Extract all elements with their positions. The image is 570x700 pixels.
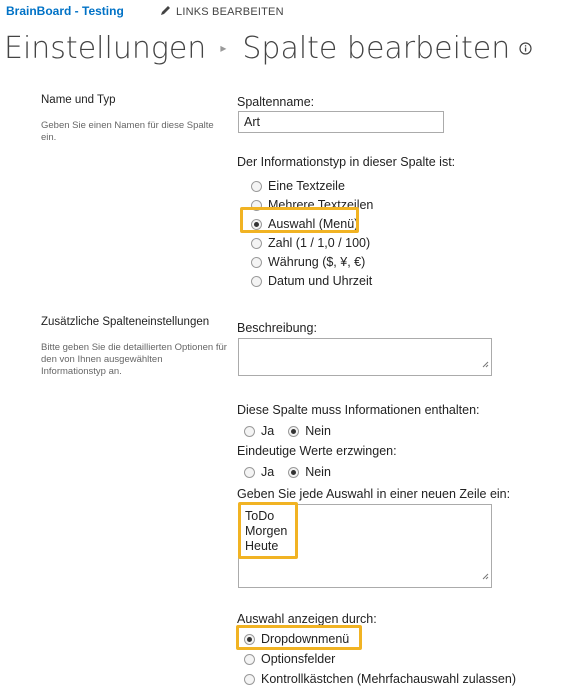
description-textarea[interactable]	[238, 338, 492, 376]
radio-icon[interactable]	[244, 467, 255, 478]
type-option-multi-line[interactable]	[251, 196, 373, 214]
pencil-icon	[160, 5, 171, 19]
choice-item: Heute	[245, 539, 279, 553]
info-icon[interactable]	[519, 42, 532, 60]
edit-links-button[interactable]	[160, 5, 284, 19]
type-options	[251, 177, 373, 290]
unique-option-no[interactable]	[288, 463, 331, 481]
choices-textarea[interactable]	[238, 504, 492, 588]
column-name-input[interactable]	[238, 111, 444, 133]
choice-item: ToDo	[245, 509, 275, 523]
type-option-label: Auswahl (Menü)	[268, 217, 359, 231]
display-option-radio-buttons[interactable]	[244, 650, 516, 668]
required-option-no[interactable]	[288, 422, 331, 440]
type-option-currency[interactable]	[251, 253, 373, 271]
section-description-additional: Bitte geben Sie die detaillierten Optionen für den von Ihnen ausgewählten Informationstyp an.	[41, 342, 227, 377]
display-option-dropdown[interactable]	[244, 630, 516, 648]
type-label: Der Informationstyp in dieser Spalte ist:	[237, 155, 456, 169]
radio-icon[interactable]	[251, 181, 262, 192]
radio-checked-icon[interactable]	[288, 467, 299, 478]
resize-grip-icon[interactable]	[482, 567, 489, 585]
type-option-choice[interactable]	[251, 215, 373, 233]
type-option-label: Zahl (1 / 1,0 / 100)	[268, 236, 371, 250]
type-option-label: Währung ($, ¥, €)	[268, 255, 366, 269]
radio-icon[interactable]	[244, 674, 255, 685]
page-title-row	[4, 26, 532, 70]
display-label: Auswahl anzeigen durch:	[237, 612, 377, 626]
choices-label: Geben Sie jede Auswahl in einer neuen Zeile ein:	[237, 487, 511, 501]
resize-grip-icon[interactable]	[482, 355, 489, 373]
radio-checked-icon[interactable]	[244, 634, 255, 645]
type-option-datetime[interactable]	[251, 272, 373, 290]
page-title: Spalte bearbeiten	[242, 30, 511, 66]
type-option-label: Datum und Uhrzeit	[268, 274, 373, 288]
display-option-checkboxes[interactable]	[244, 670, 516, 688]
site-title-link[interactable]: BrainBoard - Testing	[6, 4, 124, 18]
display-option-label: Optionsfelder	[261, 652, 336, 666]
breadcrumb-settings[interactable]: Einstellungen	[4, 30, 207, 66]
radio-icon[interactable]	[251, 238, 262, 249]
radio-icon[interactable]	[244, 426, 255, 437]
type-option-label: Eine Textzeile	[268, 179, 345, 193]
radio-checked-icon[interactable]	[288, 426, 299, 437]
radio-icon[interactable]	[251, 200, 262, 211]
display-option-label: Kontrollkästchen (Mehrfachauswahl zulassen)	[261, 672, 516, 686]
column-name-label: Spaltenname:	[237, 95, 315, 109]
unique-option-label: Nein	[305, 465, 331, 479]
radio-icon[interactable]	[244, 654, 255, 665]
type-option-number[interactable]	[251, 234, 373, 252]
required-option-yes[interactable]	[244, 422, 274, 440]
required-label: Diese Spalte muss Informationen enthalten:	[237, 403, 480, 417]
edit-links-label: LINKS BEARBEITEN	[176, 6, 284, 18]
choice-item: Morgen	[245, 524, 288, 538]
section-description-name-type: Geben Sie einen Namen für diese Spalte ein.	[41, 120, 214, 143]
breadcrumb-separator-icon: ▸	[220, 41, 227, 55]
unique-options	[244, 463, 331, 481]
radio-icon[interactable]	[251, 257, 262, 268]
description-label: Beschreibung:	[237, 321, 317, 335]
required-options	[244, 422, 331, 440]
unique-label: Eindeutige Werte erzwingen:	[237, 444, 397, 458]
display-options	[244, 630, 516, 688]
unique-option-label: Ja	[261, 465, 275, 479]
type-option-label: Mehrere Textzeilen	[268, 198, 374, 212]
required-option-label: Ja	[261, 424, 275, 438]
display-option-label: Dropdownmenü	[261, 632, 350, 646]
section-heading-additional: Zusätzliche Spalteneinstellungen	[41, 316, 210, 328]
radio-checked-icon[interactable]	[251, 219, 262, 230]
choices-list	[245, 509, 287, 554]
section-heading-name-type: Name und Typ	[41, 94, 116, 106]
radio-icon[interactable]	[251, 276, 262, 287]
unique-option-yes[interactable]	[244, 463, 274, 481]
required-option-label: Nein	[305, 424, 331, 438]
type-option-single-line[interactable]	[251, 177, 373, 195]
